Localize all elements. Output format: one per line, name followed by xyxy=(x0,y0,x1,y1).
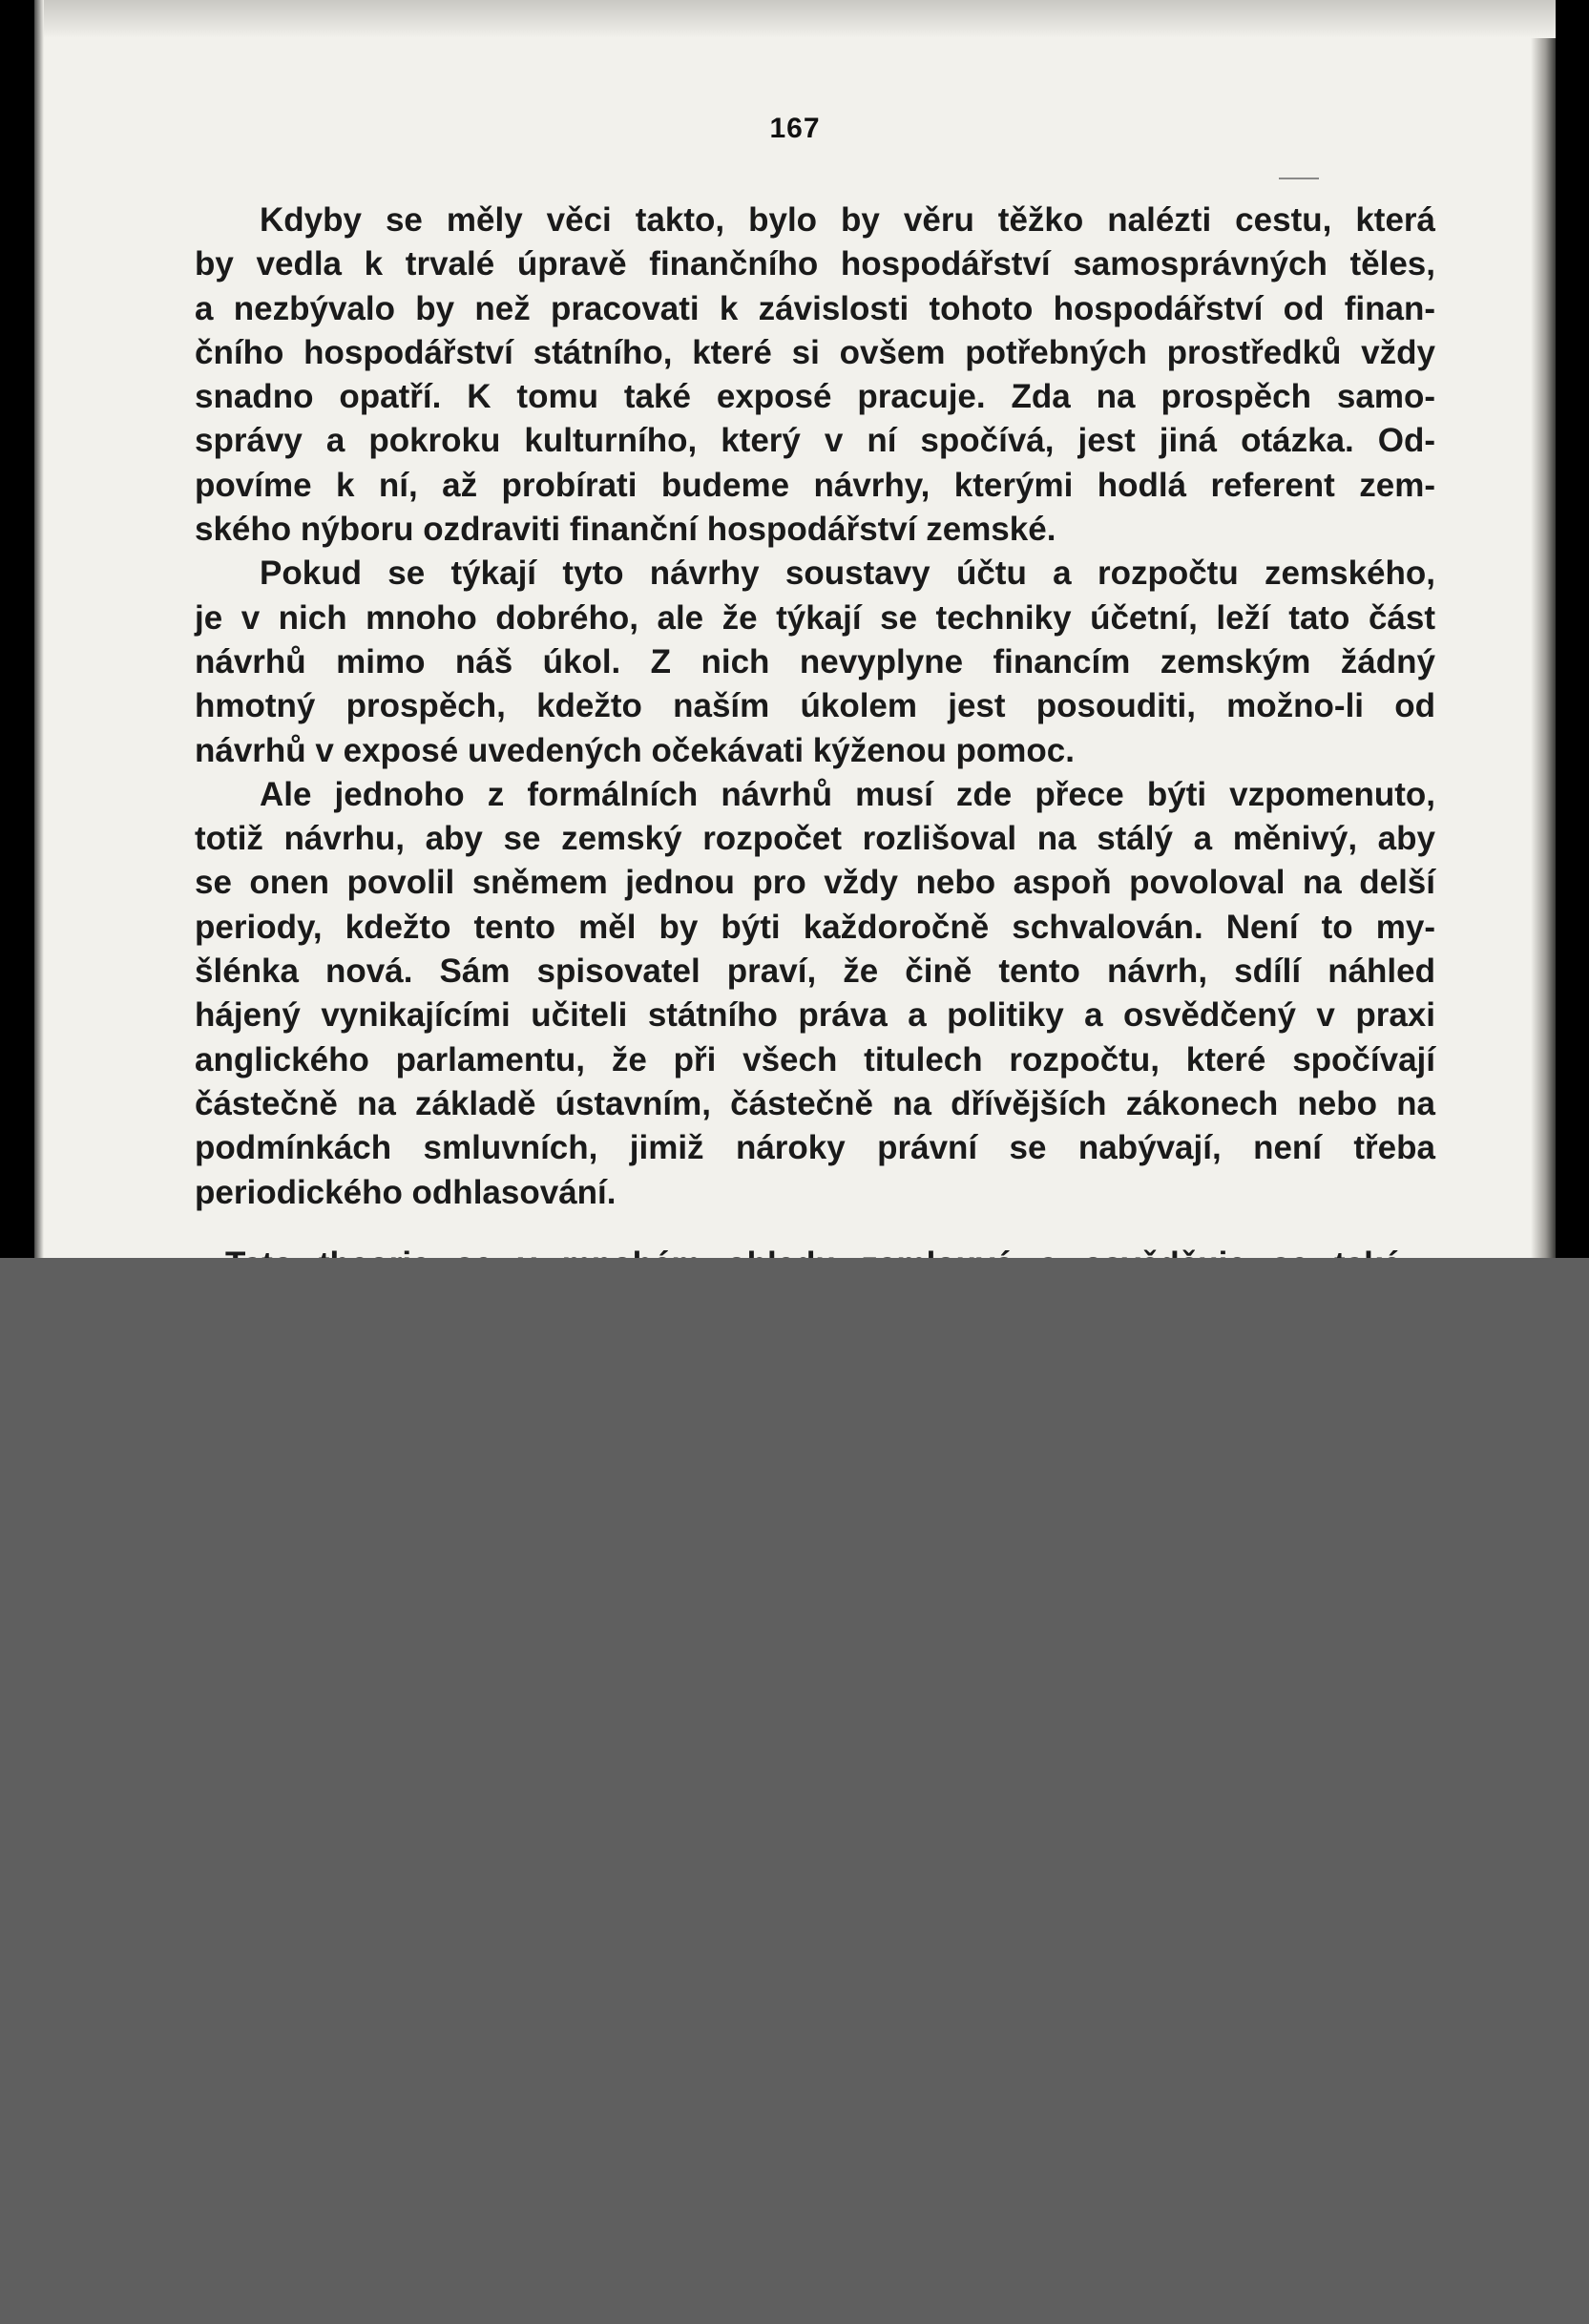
blank-gray-area xyxy=(0,1258,1589,2324)
text-line: čního hospodářství státního, které si ovšem potřebných prostředků vždy xyxy=(195,333,1435,371)
text-line: je v nich mnoho dobrého, ale že týkají se techniky účetní, leží tato část xyxy=(195,598,1435,637)
text-line: hájený vynikajícími učiteli státního práva a politiky a osvědčený v praxi xyxy=(195,996,1435,1035)
text-line: Kdyby se měly věci takto, bylo by věru těžko nalézti cestu, která xyxy=(260,201,1435,239)
text-line: povíme k ní, až probírati budeme návrhy, kterými hodlá referent zem- xyxy=(195,466,1435,504)
text-line: šlénka nová. Sám spisovatel praví, že čině tento návrh, sdílí náhled xyxy=(195,953,1435,991)
text-line: snadno opatří. K tomu také exposé pracuje. Zda na prospěch samo- xyxy=(195,378,1435,416)
text-line: periodického odhlasování. xyxy=(195,1173,617,1211)
text-line: periody, kdežto tento měl by býti každoročně schvalován. Není to my- xyxy=(195,908,1435,946)
scanned-page xyxy=(34,0,1556,1258)
text-line: a nezbývalo by než pracovati k závislosti tohoto hospodářství od finan- xyxy=(195,289,1435,327)
text-line: hmotný prospěch, kdežto naším úkolem jest posouditi, možno-li od xyxy=(195,687,1435,725)
text-line: se onen povolil sněmem jednou pro vždy nebo aspoň povoloval na delší xyxy=(195,864,1435,902)
text-line: ského nýboru ozdraviti finanční hospodářství zemské. xyxy=(195,511,1056,549)
text-line: částečně na základě ústavním, částečně na dřívějších zákonech nebo na xyxy=(195,1084,1435,1122)
text-line: návrhů v exposé uvedených očekávati kýženou pomoc. xyxy=(195,731,1075,769)
margin-mark xyxy=(1279,178,1319,179)
text-line: totiž návrhu, aby se zemský rozpočet rozlišoval na stálý a měnivý, aby xyxy=(195,820,1435,858)
text-line: návrhů mimo náš úkol. Z nich nevyplyne financím zemským žádný xyxy=(195,642,1435,680)
text-line: anglického parlamentu, že při všech titulech rozpočtu, které spočívají xyxy=(195,1040,1435,1078)
page-number: 167 xyxy=(769,113,821,144)
text-line: Ale jednoho z formálních návrhů musí zde přece býti vzpomenuto, xyxy=(260,775,1435,813)
text-line: Pokud se týkají tyto návrhy soustavy účtu a rozpočtu zemského, xyxy=(260,555,1435,593)
text-line: by vedla k trvalé úpravě finančního hospodářství samosprávných těles, xyxy=(195,245,1435,283)
text-line: podmínkách smluvních, jimiž nároky právní se nabývají, není třeba xyxy=(195,1129,1435,1167)
page-top-shading xyxy=(34,0,1556,38)
body-text xyxy=(195,199,1435,1215)
text-line: správy a pokroku kulturního, který v ní spočívá, jest jiná otázka. Od- xyxy=(195,422,1435,460)
